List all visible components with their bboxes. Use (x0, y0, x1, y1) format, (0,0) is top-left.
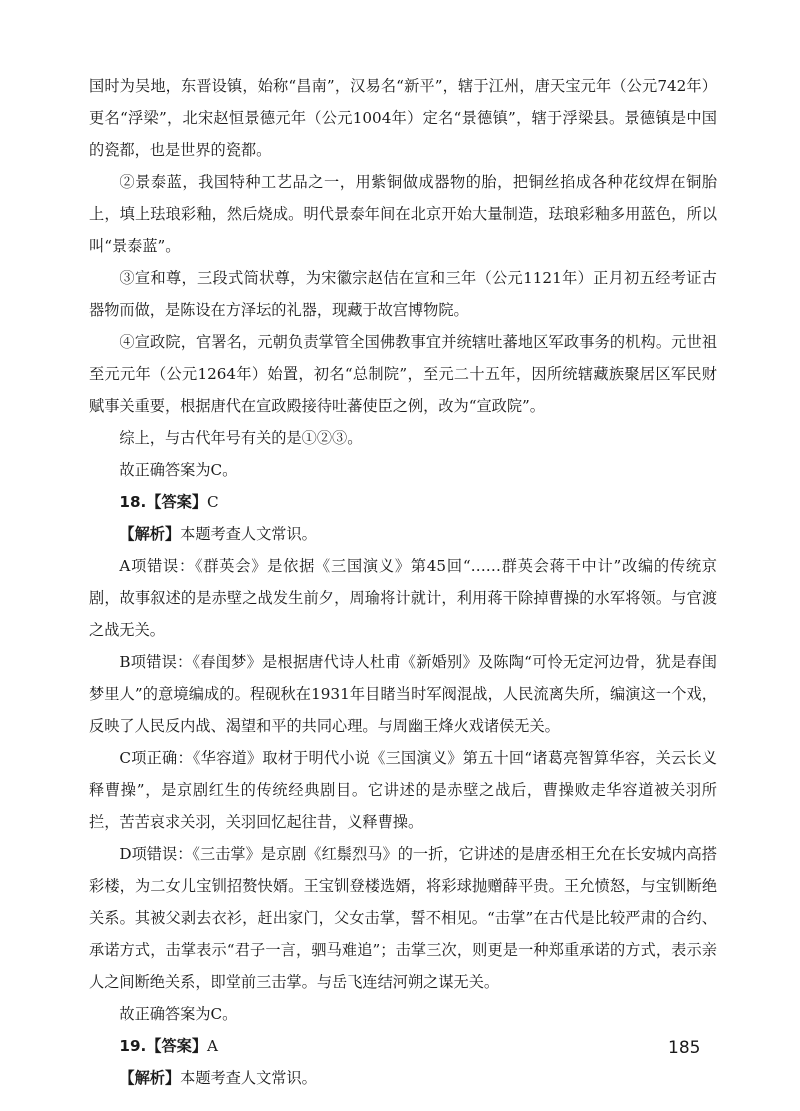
paragraph: B项错误：《春闺梦》是根据唐代诗人杜甫《新婚别》及陈陶“可怜无定河边骨，犹是春闺梦里人”的意境编成的。程砚秋在1931年目睹当时军阀混战，人民流离失所，编演这一个戏，反映了人民反内战、渴望和平的共同心理。与周幽王烽火戏诸侯无关。 (89, 653, 717, 735)
answer-value: A (207, 1037, 219, 1055)
paragraph: C项正确：《华容道》取材于明代小说《三国演义》第五十回“诸葛亮智算华容，关云长义释曹操”，是京剧红生的传统经典剧目。它讲述的是赤壁之战后，曹操败走华容道被关羽所拦，苦苦哀求关羽，关羽回忆起往昔，义释曹操。 (89, 749, 717, 831)
analysis-text: 本题考查人文常识。 (180, 1069, 317, 1087)
analysis-label: 【解析】 (119, 1069, 181, 1087)
paragraph: 故正确答案为C。 (119, 1005, 238, 1023)
answer-label: 18.【答案】 (119, 493, 208, 511)
paragraph: 国时为吴地，东晋设镇，始称“昌南”，汉易名“新平”，辖于江州，唐天宝元年（公元742年）更名“浮梁”，北宋赵恒景德元年（公元1004年）定名“景德镇”，辖于浮梁县。景德镇是中国的瓷都，也是世界的瓷都。 (89, 77, 717, 159)
analysis-line (89, 518, 717, 550)
paragraph: A项错误：《群英会》是依据《三国演义》第45回“……群英会蒋干中计”改编的传统京剧，故事叙述的是赤壁之战发生前夕，周瑜将计就计，利用蒋干除掉曹操的水军将领。与官渡之战无关。 (89, 557, 717, 639)
paragraph: ④宣政院，官署名，元朝负责掌管全国佛教事宜并统辖吐蕃地区军政事务的机构。元世祖至元元年（公元1264年）始置，初名“总制院”，至元二十五年，因所统辖藏族聚居区军民财赋事关重要，根据唐代在宣政殿接待吐蕃使臣之例，改为“宣政院”。 (89, 333, 717, 415)
page-number: 185 (668, 1038, 701, 1058)
paragraph: 综上，与古代年号有关的是①②③。 (119, 429, 363, 447)
analysis-label: 【解析】 (119, 525, 181, 543)
analysis-text: 本题考查人文常识。 (180, 525, 317, 543)
answer-line (89, 486, 717, 518)
paragraph: 故正确答案为C。 (119, 461, 238, 479)
answer-label: 19.【答案】 (119, 1037, 208, 1055)
paragraph: ②景泰蓝，我国特种工艺品之一，用紫铜做成器物的胎，把铜丝掐成各种花纹焊在铜胎上，填上珐琅彩釉，然后烧成。明代景泰年间在北京开始大量制造，珐琅彩釉多用蓝色，所以叫“景泰蓝”。 (89, 173, 717, 255)
answer-line (89, 1030, 717, 1062)
paragraph: ③宣和尊，三段式筒状尊，为宋徽宗赵佶在宣和三年（公元1121年）正月初五经考证古器物而做，是陈设在方泽坛的礼器，现藏于故宫博物院。 (89, 269, 717, 319)
document-body (89, 70, 717, 1094)
analysis-line (89, 1062, 717, 1094)
answer-value: C (207, 493, 219, 511)
paragraph: D项错误：《三击掌》是京剧《红鬃烈马》的一折，它讲述的是唐丞相王允在长安城内高搭彩楼，为二女儿宝钏招赘快婿。王宝钏登楼选婿，将彩球抛赠薛平贵。王允愤怒，与宝钏断绝关系。其被父剥去衣衫，赶出家门，父女击掌，誓不相见。“击掌”在古代是比较严肃的合约、承诺方式，击掌表示“君子一言，驷马难追”；击掌三次，则更是一种郑重承诺的方式，表示亲人之间断绝关系，即堂前三击掌。与岳飞连结河朔之谋无关。 (89, 845, 717, 991)
